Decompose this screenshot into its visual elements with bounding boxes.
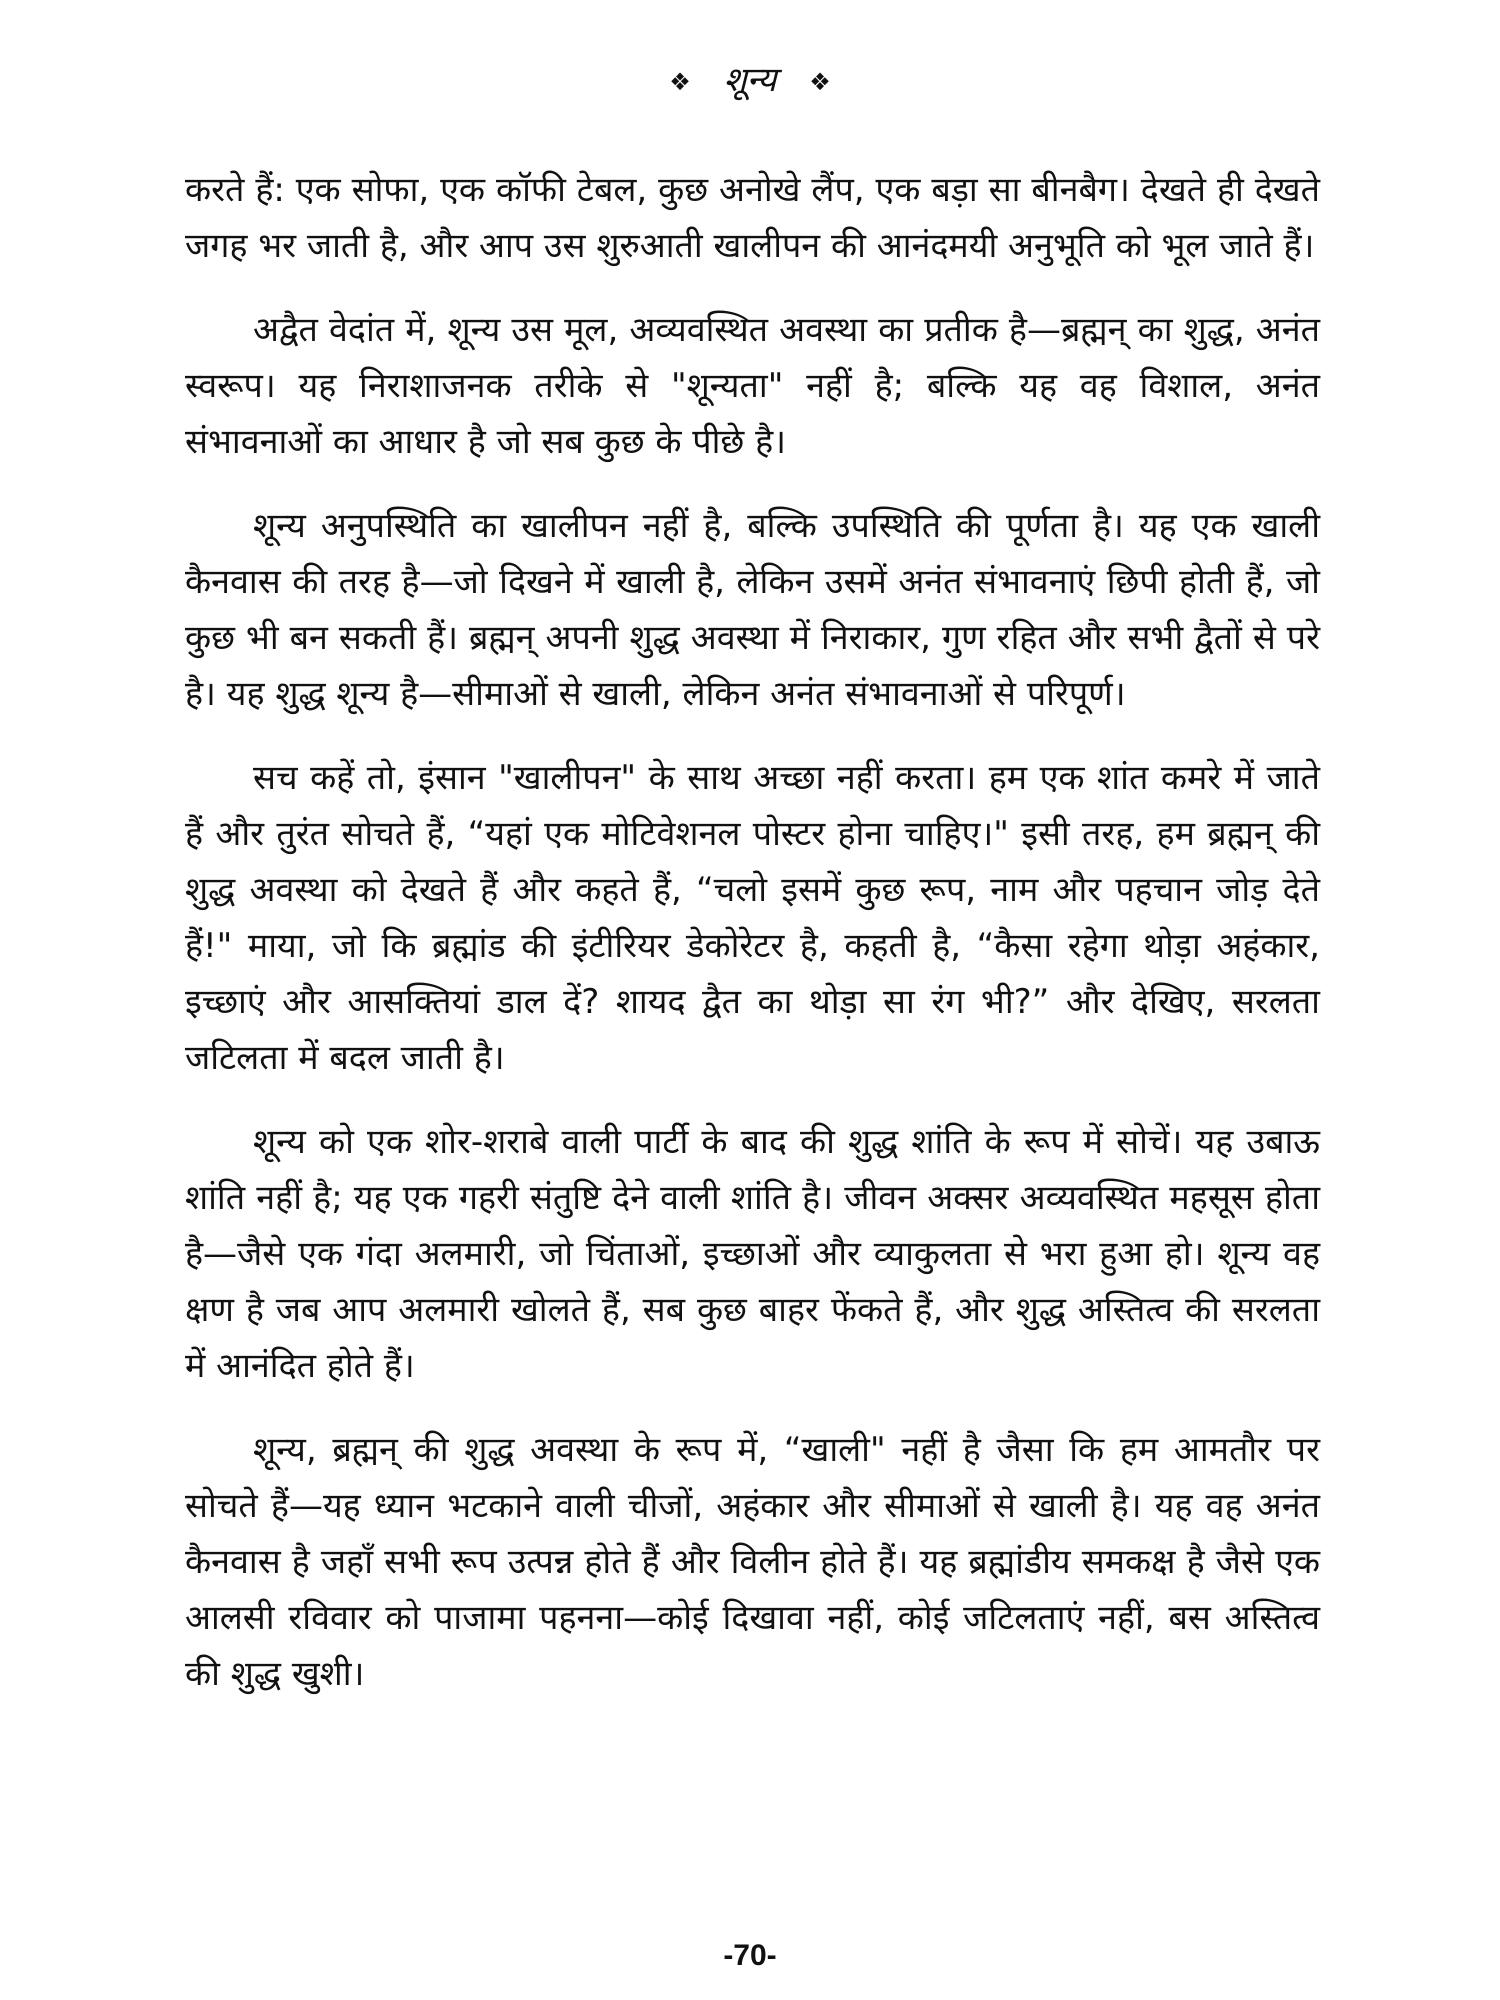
page-number: -70- [723, 1939, 777, 1972]
paragraph: अद्वैत वेदांत में, शून्य उस मूल, अव्यवस्थित अवस्था का प्रतीक है—ब्रह्मन् का शुद्ध, अनंत स्वरूप। यह निराशाजनक तरीके से "शून्यता" नहीं है; बल्कि यह वह विशाल, अनंत संभावनाओं का आधार है जो सब कुछ के पीछे है। [185, 310, 1320, 462]
paragraph: शून्य अनुपस्थिति का खालीपन नहीं है, बल्कि उपस्थिति की पूर्णता है। यह एक खाली कैनवास की तरह है—जो दिखने में खाली है, लेकिन उसमें अनंत संभावनाएं छिपी होती हैं, जो कुछ भी बन सकती हैं। ब्रह्मन् अपनी शुद्ध अवस्था में निराकार, गुण रहित और सभी द्वैतों से परे है। यह शुद्ध शून्य है—सीमाओं से खाली, लेकिन अनंत संभावनाओं से परिपूर्ण। [185, 506, 1320, 714]
body-text [185, 162, 1320, 1730]
paragraph: शून्य, ब्रह्मन् की शुद्ध अवस्था के रूप में, “खाली" नहीं है जैसा कि हम आमतौर पर सोचते हैं—यह ध्यान भटकाने वाली चीजों, अहंकार और सीमाओं से खाली है। यह वह अनंत कैनवास है जहाँ सभी रूप उत्पन्न होते हैं और विलीन होते हैं। यह ब्रह्मांडीय समकक्ष है जैसे एक आलसी रविवार को पाजामा पहनना—कोई दिखावा नहीं, कोई जटिलताएं नहीं, बस अस्तित्व की शुद्ध खुशी। [185, 1430, 1320, 1694]
paragraph: शून्य को एक शोर-शराबे वाली पार्टी के बाद की शुद्ध शांति के रूप में सोचें। यह उबाऊ शांति नहीं है; यह एक गहरी संतुष्टि देने वाली शांति है। जीवन अक्सर अव्यवस्थित महसूस होता है—जैसे एक गंदा अलमारी, जो चिंताओं, इच्छाओं और व्याकुलता से भरा हुआ हो। शून्य वह क्षण है जब आप अलमारी खोलते हैं, सब कुछ बाहर फेंकते हैं, और शुद्ध अस्तित्व की सरलता में आनंदित होते हैं। [185, 1122, 1320, 1386]
paragraph: सच कहें तो, इंसान "खालीपन" के साथ अच्छा नहीं करता। हम एक शांत कमरे में जाते हैं और तुरंत सोचते हैं, “यहां एक मोटिवेशनल पोस्टर होना चाहिए।" इसी तरह, हम ब्रह्मन् की शुद्ध अवस्था को देखते हैं और कहते हैं, “चलो इसमें कुछ रूप, नाम और पहचान जोड़ देते हैं!" माया, जो कि ब्रह्मांड की इंटीरियर डेकोरेटर है, कहती है, “कैसा रहेगा थोड़ा अहंकार, इच्छाएं और आसक्तियां डाल दें? शायद द्वैत का थोड़ा सा रंग भी?” और देखिए, सरलता जटिलता में बदल जाती है। [185, 758, 1320, 1078]
running-head [0, 58, 1500, 104]
ornament-left-icon: ❖ [669, 67, 691, 96]
chapter-title: शून्य [723, 60, 777, 100]
paragraph-continued: करते हैं: एक सोफा, एक कॉफी टेबल, कुछ अनोखे लैंप, एक बड़ा सा बीनबैग। देखते ही देखते जगह भर जाती है, और आप उस शुरुआती खालीपन की आनंदमयी अनुभूति को भूल जाते हैं। [185, 170, 1320, 266]
ornament-right-icon: ❖ [809, 67, 831, 96]
